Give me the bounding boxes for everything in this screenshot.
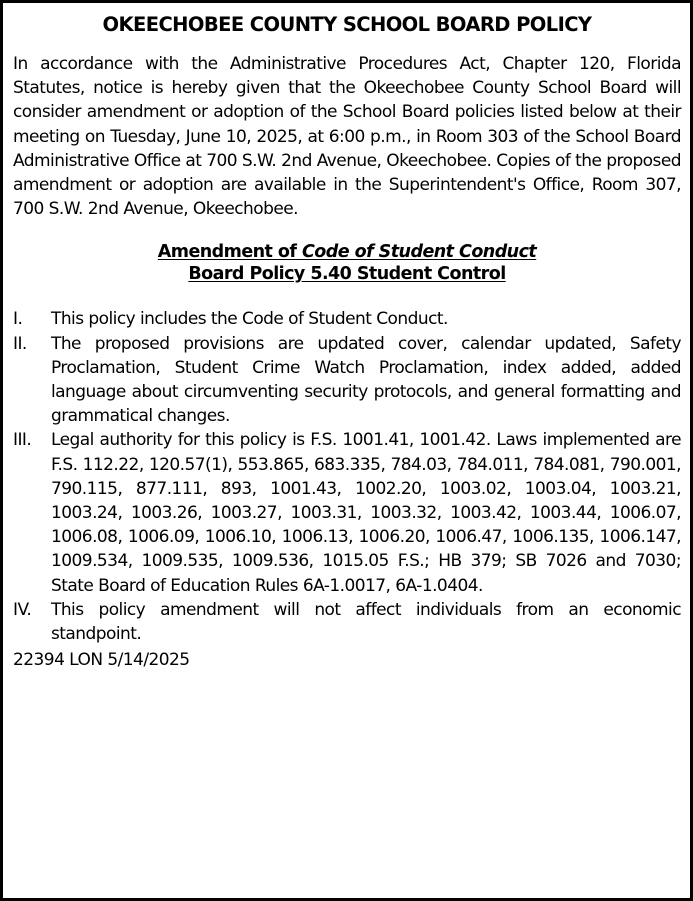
notice-intro: In accordance with the Administrative Procedures Act, Chapter 120, Florida Statutes, notice is hereby given that the Okeechobee County School Board will consider amendment or adoption of the School Board policies listed below at their meeting on Tuesday, June 10, 2025, at 6:00 p.m., in Room 303 of the School Board Administrative Office at 700 S.W. 2nd Avenue, Okeechobee. Copies of the proposed amendment or adoption are available in the Superintendent's Office, Room 307, 700 S.W. 2nd Avenue, Okeechobee. xyxy=(13,54,681,220)
item-number: II. xyxy=(13,333,27,354)
amendment-heading xyxy=(13,241,681,263)
list-item xyxy=(13,332,681,429)
item-number: I. xyxy=(13,309,23,330)
item-text: The proposed provisions are updated cover, calendar updated, Safety Proclamation, Student Crime Watch Proclamation, index added, added language about circumventing security protocols, and general formatting and grammatical changes. xyxy=(51,333,681,427)
list-item xyxy=(13,598,681,646)
list-item xyxy=(13,428,681,597)
policy-items-list xyxy=(13,307,681,646)
notice-title: OKEECHOBEE COUNTY SCHOOL BOARD POLICY xyxy=(102,13,592,36)
amendment-heading-prefix: Amendment of xyxy=(157,242,302,263)
item-number: IV. xyxy=(13,599,32,620)
list-item xyxy=(13,307,681,331)
item-text: This policy amendment will not affect individuals from an economic standpoint. xyxy=(51,599,681,645)
item-number: III. xyxy=(13,430,32,451)
amendment-heading-title: Code of Student Conduct xyxy=(302,242,537,263)
notice-footer-code: 22394 LON 5/14/2025 xyxy=(13,650,190,671)
item-text: Legal authority for this policy is F.S. 1001.41, 1001.42. Laws implemented are F.S. 112.22, 120.57(1), 553.865, 683.335, 784.03, 784.011, 784.081, 790.001, 790.115, 877.111, 893, 1001.43, 1002.20, 1003.02, 1003.04, 1003.21, 1003.24, 1003.26, 1003.27, 1003.31, 1003.32, 1003.42, 1003.44, 1006.07, 1006.08, 1006.09, 1006.10, 1006.13, 1006.20, 1006.47, 1006.135, 1006.147, 1009.534, 1009.535, 1009.536, 1015.05 F.S.; HB 379; SB 7026 and 7030; State Board of Education Rules 6A-1.0017, 6A-1.0404. xyxy=(51,430,681,596)
policy-subheading: Board Policy 5.40 Student Control xyxy=(188,264,506,285)
policy-headings xyxy=(13,241,681,285)
item-text: This policy includes the Code of Student Conduct. xyxy=(51,309,448,330)
